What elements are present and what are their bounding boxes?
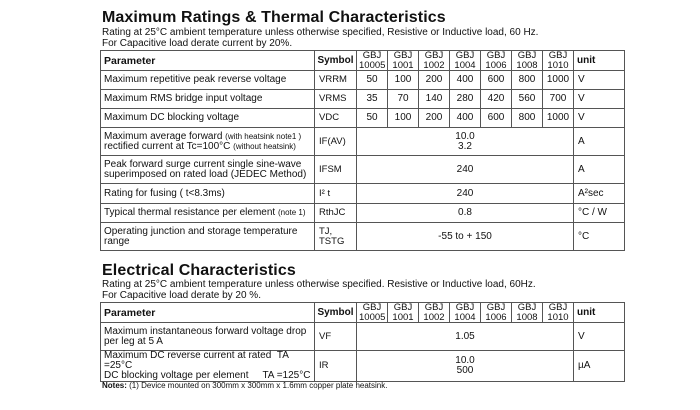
row-ifsm: [101, 156, 625, 184]
header-part: GBJ 1002: [419, 303, 450, 323]
header-part: GBJ 1010: [543, 303, 574, 323]
electrical-title: Electrical Characteristics: [102, 262, 296, 279]
symbol-cell: TJ, TSTG: [315, 223, 357, 251]
header-symbol: Symbol: [315, 303, 357, 323]
header-part: GBJ 1008: [512, 303, 543, 323]
header-part: GBJ 1006: [481, 303, 512, 323]
param-cell: Maximum DC reverse current at rated TA =25°C DC blocking voltage per element TA =125°C: [101, 351, 315, 382]
header-parameter: Parameter: [101, 303, 315, 323]
value-cell: 100: [388, 71, 419, 90]
header-row: [101, 303, 625, 323]
max-ratings-table: [100, 50, 625, 251]
value-cell: 50: [357, 109, 388, 128]
header-part: GBJ 1002: [419, 51, 450, 71]
value-cell: 600: [481, 109, 512, 128]
value-cell: 0.8: [357, 204, 574, 223]
row-vrms: [101, 90, 625, 109]
symbol-cell: IF(AV): [315, 128, 357, 156]
value-cell: 800: [512, 71, 543, 90]
row-vrrm: [101, 71, 625, 90]
unit-cell: A: [574, 156, 625, 184]
header-unit: unit: [574, 51, 625, 71]
electrical-note-1: Rating at 25°C ambient temperature unless otherwise specified. Resistive or Inductive load, 60Hz.: [102, 279, 536, 290]
value-cell: 560: [512, 90, 543, 109]
value-cell: 240: [357, 184, 574, 204]
param-cell: Maximum RMS bridge input voltage: [101, 90, 315, 109]
value-cell: 1000: [543, 71, 574, 90]
value-cell: 1000: [543, 109, 574, 128]
max-ratings-note-1: Rating at 25°C ambient temperature unless otherwise specified, Resistive or Inductive load, 60 Hz.: [102, 27, 539, 38]
header-part: GBJ 10005: [357, 303, 388, 323]
symbol-cell: VDC: [315, 109, 357, 128]
param-cell: Rating for fusing ( t<8.3ms): [101, 184, 315, 204]
row-vdc: [101, 109, 625, 128]
footnote-text: (1) Device mounted on 300mm x 300mm x 1.6mm copper plate heatsink.: [129, 381, 388, 390]
value-cell: 70: [388, 90, 419, 109]
max-ratings-note-2: For Capacitive load derate current by 20%.: [102, 38, 293, 49]
unit-cell: V: [574, 90, 625, 109]
value-cell: 280: [450, 90, 481, 109]
row-ir: [101, 351, 625, 382]
footnote: [102, 381, 387, 390]
header-part: GBJ 1004: [450, 51, 481, 71]
max-ratings-title: Maximum Ratings & Thermal Characteristics: [102, 9, 446, 26]
row-rthjc: [101, 204, 625, 223]
value-cell: -55 to + 150: [357, 223, 574, 251]
value-cell: 10.0 3.2: [357, 128, 574, 156]
header-part: GBJ 1010: [543, 51, 574, 71]
value-cell: 100: [388, 109, 419, 128]
header-symbol: Symbol: [315, 51, 357, 71]
symbol-cell: VRMS: [315, 90, 357, 109]
symbol-cell: I² t: [315, 184, 357, 204]
header-part: GBJ 1001: [388, 51, 419, 71]
electrical-note-2: For Capacitive load derate by 20 %.: [102, 290, 261, 301]
header-part: GBJ 1006: [481, 51, 512, 71]
symbol-cell: IFSM: [315, 156, 357, 184]
row-ifav: [101, 128, 625, 156]
header-row: [101, 51, 625, 71]
value-cell: 400: [450, 71, 481, 90]
row-tj: [101, 223, 625, 251]
param-cell: Typical thermal resistance per element (note 1): [101, 204, 315, 223]
value-cell: 140: [419, 90, 450, 109]
unit-cell: °C / W: [574, 204, 625, 223]
unit-cell: V: [574, 71, 625, 90]
value-cell: 420: [481, 90, 512, 109]
param-cell: Maximum repetitive peak reverse voltage: [101, 71, 315, 90]
value-cell: 50: [357, 71, 388, 90]
value-cell: 600: [481, 71, 512, 90]
unit-cell: °C: [574, 223, 625, 251]
electrical-table: [100, 302, 625, 382]
header-unit: unit: [574, 303, 625, 323]
unit-cell: A²sec: [574, 184, 625, 204]
header-part: GBJ 1008: [512, 51, 543, 71]
param-cell: Maximum average forward (with heatsink note1 ) rectified current at Tc=100°C (without heatsink): [101, 128, 315, 156]
symbol-cell: VF: [315, 323, 357, 351]
header-part: GBJ 1001: [388, 303, 419, 323]
unit-cell: V: [574, 323, 625, 351]
symbol-cell: IR: [315, 351, 357, 382]
param-cell: Maximum DC blocking voltage: [101, 109, 315, 128]
param-cell: Operating junction and storage temperature range: [101, 223, 315, 251]
header-parameter: Parameter: [101, 51, 315, 71]
value-cell: 35: [357, 90, 388, 109]
unit-cell: V: [574, 109, 625, 128]
row-i2t: [101, 184, 625, 204]
symbol-cell: RthJC: [315, 204, 357, 223]
param-cell: Peak forward surge current single sine-wave superimposed on rated load (JEDEC Method): [101, 156, 315, 184]
value-cell: 240: [357, 156, 574, 184]
footnote-label: Notes:: [102, 381, 127, 390]
header-part: GBJ 10005: [357, 51, 388, 71]
unit-cell: A: [574, 128, 625, 156]
value-cell: 200: [419, 71, 450, 90]
value-cell: 400: [450, 109, 481, 128]
value-cell: 200: [419, 109, 450, 128]
value-cell: 1.05: [357, 323, 574, 351]
value-cell: 700: [543, 90, 574, 109]
value-cell: 800: [512, 109, 543, 128]
header-part: GBJ 1004: [450, 303, 481, 323]
row-vf: [101, 323, 625, 351]
symbol-cell: VRRM: [315, 71, 357, 90]
unit-cell: µA: [574, 351, 625, 382]
value-cell: 10.0 500: [357, 351, 574, 382]
param-cell: Maximum instantaneous forward voltage drop per leg at 5 A: [101, 323, 315, 351]
